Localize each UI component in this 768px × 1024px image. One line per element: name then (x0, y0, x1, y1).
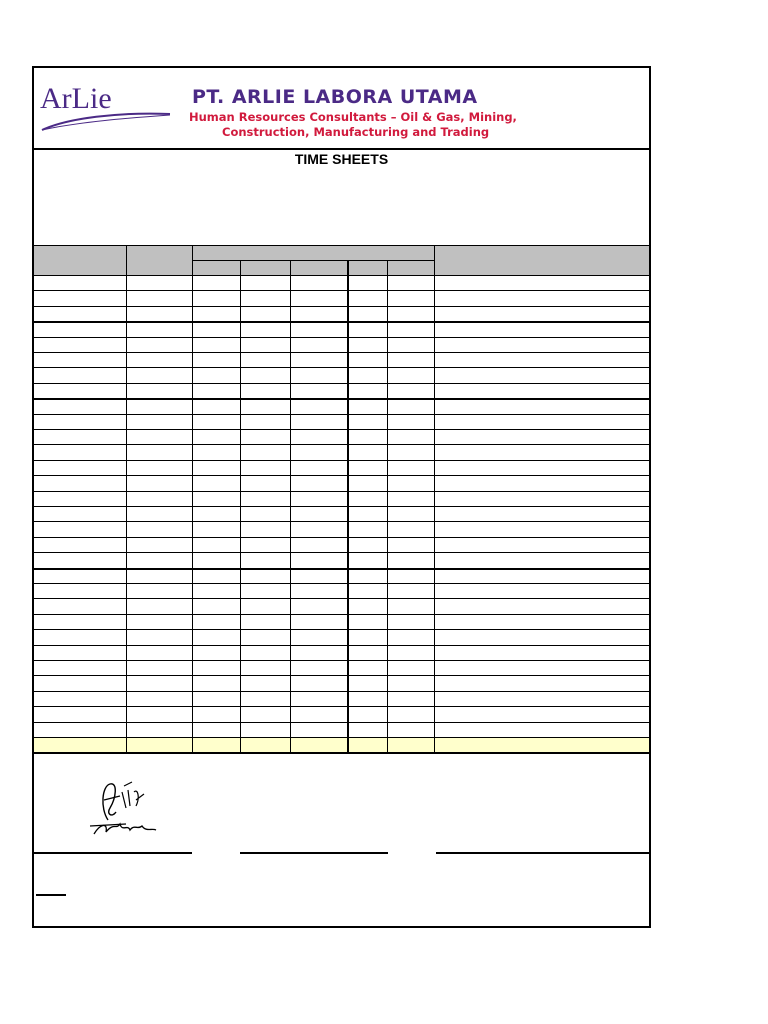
table-line-subheader (192, 260, 434, 261)
table-column-line (126, 245, 127, 752)
timesheet-table (34, 245, 649, 750)
table-column-line (290, 260, 291, 752)
signature-line-2 (240, 852, 388, 854)
note-underline (36, 894, 66, 896)
letterhead (34, 68, 649, 150)
table-column-line (192, 245, 193, 752)
table-column-line (434, 245, 435, 752)
company-tagline-line1: Human Resources Consultants – Oil & Gas, Mining, (189, 110, 517, 124)
signature-line-1 (34, 852, 192, 854)
table-column-line (347, 260, 349, 752)
company-name: PT. ARLIE LABORA UTAMA (192, 86, 478, 108)
table-column-line (240, 260, 241, 752)
company-tagline-line2: Construction, Manufacturing and Trading (222, 125, 490, 139)
table-line-bottom (34, 752, 649, 754)
signature-image (86, 778, 166, 840)
table-column-line (387, 260, 388, 752)
arlie-logo (38, 78, 178, 134)
logo-text: ArLie (40, 82, 112, 115)
document-title: TIME SHEETS (294, 151, 389, 167)
signature-line-3 (436, 852, 649, 854)
timesheet-form (32, 66, 651, 928)
